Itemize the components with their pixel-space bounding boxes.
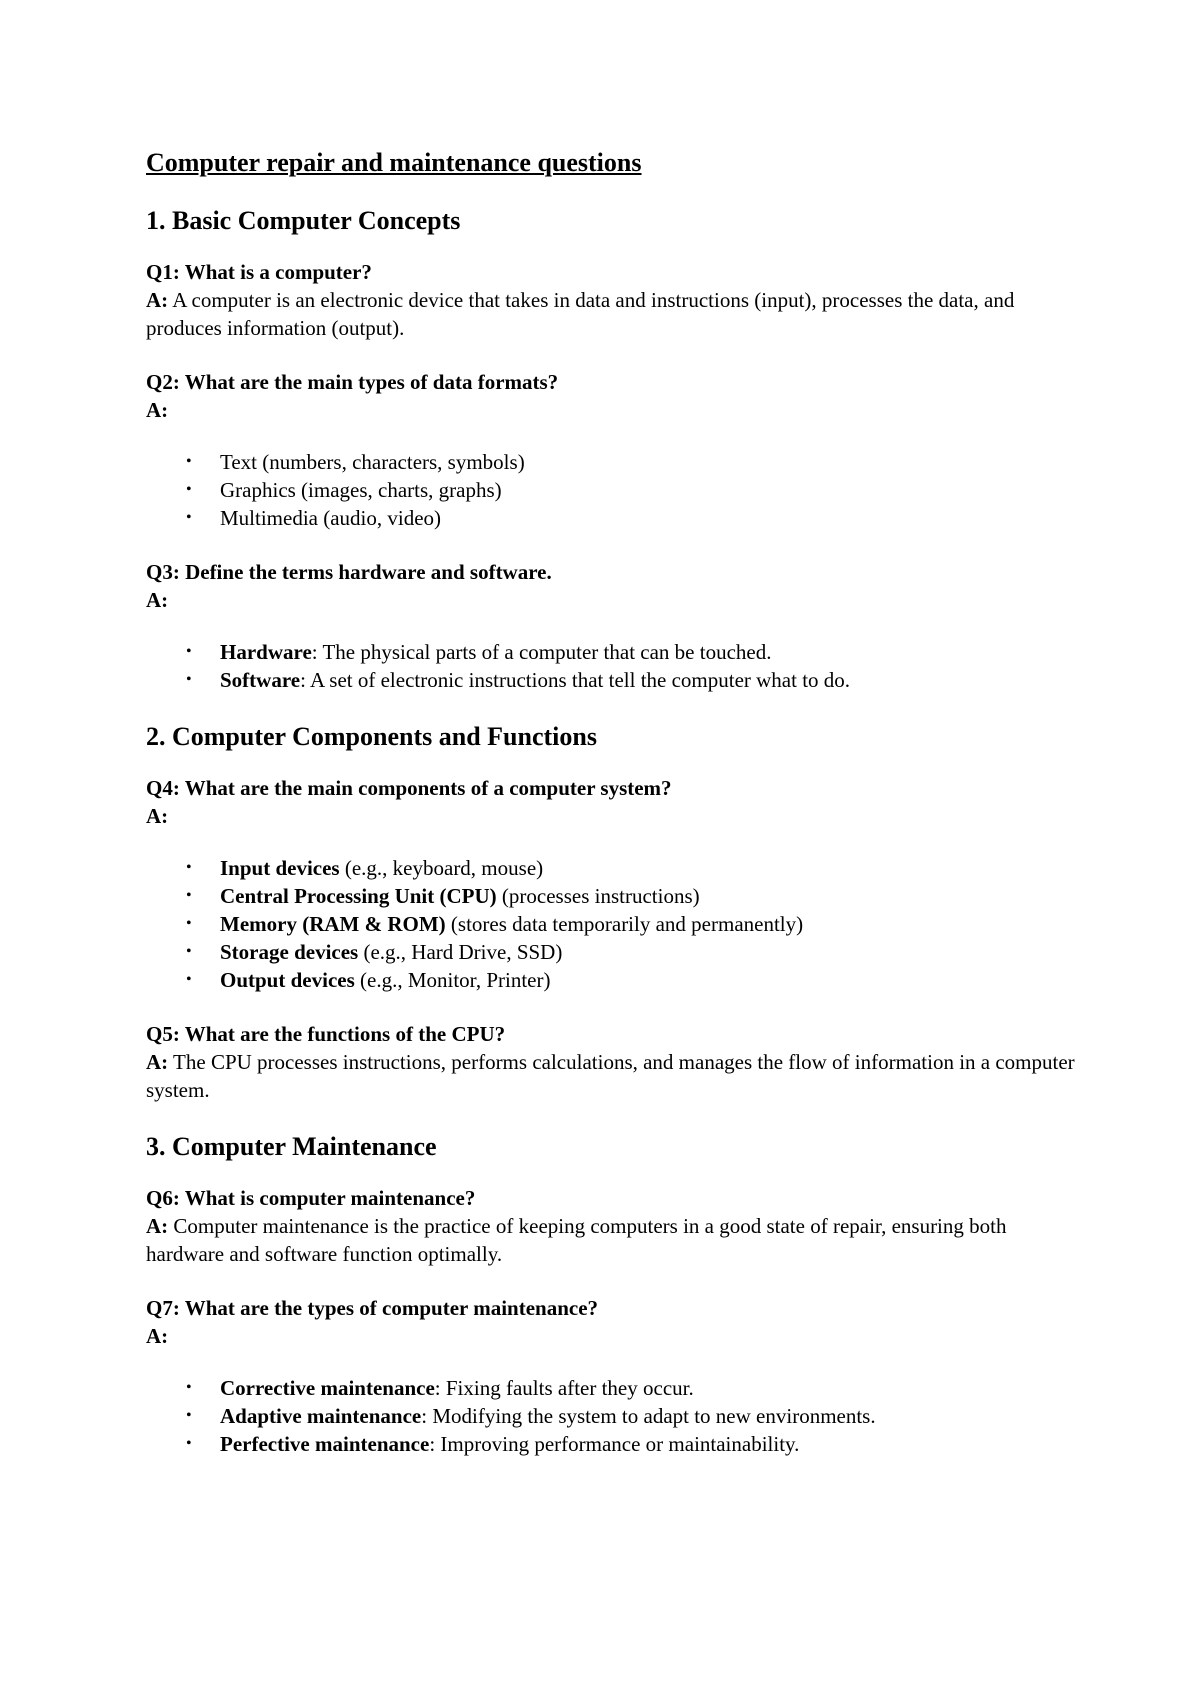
section xyxy=(146,204,1086,694)
list-item-term: Output devices xyxy=(220,968,355,992)
list-item-text: (processes instructions) xyxy=(496,884,700,908)
bullet-icon: • xyxy=(186,887,192,904)
bullet-icon: • xyxy=(186,971,192,988)
list-item xyxy=(146,504,1086,532)
answer xyxy=(146,1212,1086,1268)
bullet-icon: • xyxy=(186,943,192,960)
answer-label: A: xyxy=(146,288,169,312)
list-item xyxy=(146,448,1086,476)
list-item xyxy=(146,1402,1086,1430)
qa-block xyxy=(146,258,1086,342)
bullet-icon: • xyxy=(186,1435,192,1452)
answer xyxy=(146,1322,1086,1350)
bullet-icon: • xyxy=(186,1407,192,1424)
bullet-list xyxy=(146,638,1086,694)
list-item xyxy=(146,854,1086,882)
list-item-text: Text (numbers, characters, symbols) xyxy=(220,450,525,474)
list-item-text: : The physical parts of a computer that can be touched. xyxy=(311,640,772,664)
bullet-icon: • xyxy=(186,671,192,688)
question: Q6: What is computer maintenance? xyxy=(146,1186,476,1210)
answer xyxy=(146,586,1086,614)
answer-label: A: xyxy=(146,1050,169,1074)
list-item-term: Adaptive maintenance xyxy=(220,1404,422,1428)
qa-block xyxy=(146,1294,1086,1458)
list-item-term: Perfective maintenance xyxy=(220,1432,430,1456)
document-body xyxy=(146,204,1086,1458)
answer-label: A: xyxy=(146,1214,169,1238)
answer xyxy=(146,1048,1086,1104)
section xyxy=(146,1130,1086,1458)
list-item-text: (e.g., keyboard, mouse) xyxy=(339,856,544,880)
list-item xyxy=(146,966,1086,994)
bullet-icon: • xyxy=(186,859,192,876)
answer-label: A: xyxy=(146,398,169,422)
question: Q7: What are the types of computer maintenance? xyxy=(146,1296,599,1320)
list-item xyxy=(146,638,1086,666)
list-item xyxy=(146,666,1086,694)
list-item-term: Central Processing Unit (CPU) xyxy=(220,884,497,908)
answer xyxy=(146,286,1086,342)
bullet-icon: • xyxy=(186,915,192,932)
list-item-text: : Improving performance or maintainability. xyxy=(429,1432,800,1456)
section xyxy=(146,720,1086,1104)
question: Q1: What is a computer? xyxy=(146,260,372,284)
qa-block xyxy=(146,558,1086,694)
list-item xyxy=(146,938,1086,966)
bullet-list xyxy=(146,448,1086,532)
answer-text: The CPU processes instructions, performs calculations, and manages the flow of information in a computer system. xyxy=(146,1050,1075,1102)
list-item xyxy=(146,882,1086,910)
qa-block xyxy=(146,774,1086,994)
list-item-text: : A set of electronic instructions that tell the computer what to do. xyxy=(300,668,851,692)
qa-block xyxy=(146,1020,1086,1104)
bullet-icon: • xyxy=(186,481,192,498)
section-heading: 1. Basic Computer Concepts xyxy=(146,206,461,235)
answer-text: A computer is an electronic device that takes in data and instructions (input), processes the data, and produces information (output). xyxy=(146,288,1015,340)
document-title: Computer repair and maintenance questions xyxy=(146,148,642,177)
qa-block xyxy=(146,1184,1086,1268)
list-item-term: Memory (RAM & ROM) xyxy=(220,912,446,936)
question: Q4: What are the main components of a computer system? xyxy=(146,776,672,800)
list-item-term: Hardware xyxy=(220,640,312,664)
question: Q3: Define the terms hardware and software. xyxy=(146,560,552,584)
list-item-text: : Modifying the system to adapt to new environments. xyxy=(421,1404,876,1428)
answer-label: A: xyxy=(146,1324,169,1348)
list-item xyxy=(146,476,1086,504)
list-item-term: Input devices xyxy=(220,856,340,880)
bullet-icon: • xyxy=(186,453,192,470)
answer-text: Computer maintenance is the practice of keeping computers in a good state of repair, ensuring both hardware and software function optimally. xyxy=(146,1214,1007,1266)
answer-label: A: xyxy=(146,588,169,612)
section-heading: 3. Computer Maintenance xyxy=(146,1132,437,1161)
list-item-text: Multimedia (audio, video) xyxy=(220,506,442,530)
list-item-text: (stores data temporarily and permanently) xyxy=(445,912,804,936)
list-item-text: : Fixing faults after they occur. xyxy=(434,1376,694,1400)
question: Q5: What are the functions of the CPU? xyxy=(146,1022,506,1046)
list-item-text: Graphics (images, charts, graphs) xyxy=(220,478,502,502)
list-item xyxy=(146,1374,1086,1402)
list-item-term: Storage devices xyxy=(220,940,359,964)
question: Q2: What are the main types of data formats? xyxy=(146,370,559,394)
list-item-text: (e.g., Hard Drive, SSD) xyxy=(358,940,563,964)
bullet-list xyxy=(146,854,1086,994)
bullet-icon: • xyxy=(186,643,192,660)
list-item-term: Corrective maintenance xyxy=(220,1376,435,1400)
bullet-icon: • xyxy=(186,509,192,526)
list-item-text: (e.g., Monitor, Printer) xyxy=(354,968,551,992)
list-item xyxy=(146,1430,1086,1458)
list-item-term: Software xyxy=(220,668,301,692)
qa-block xyxy=(146,368,1086,532)
answer-label: A: xyxy=(146,804,169,828)
list-item xyxy=(146,910,1086,938)
bullet-icon: • xyxy=(186,1379,192,1396)
bullet-list xyxy=(146,1374,1086,1458)
answer xyxy=(146,396,1086,424)
section-heading: 2. Computer Components and Functions xyxy=(146,722,597,751)
document-page xyxy=(146,146,1086,1484)
answer xyxy=(146,802,1086,830)
